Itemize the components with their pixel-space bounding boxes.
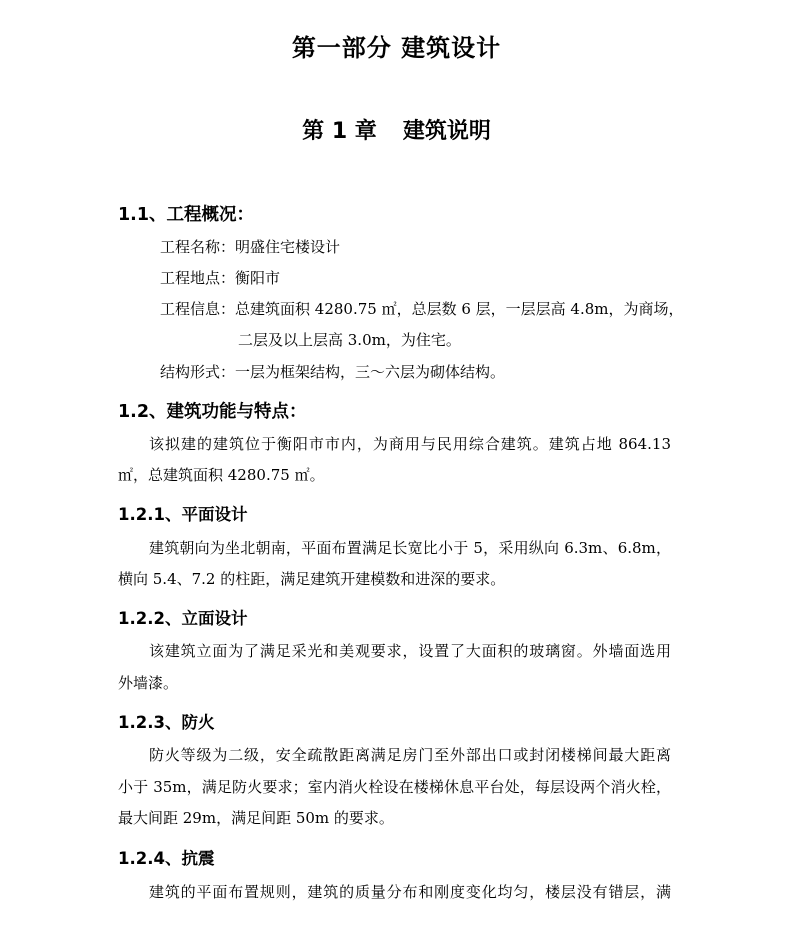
section-1-2-4-heading: 1.2.4、抗震 [118, 849, 215, 868]
section-1-2-2-heading: 1.2.2、立面设计 [118, 609, 248, 628]
section-1-2-heading: 1.2、建筑功能与特点： [118, 402, 307, 422]
section-1-2-1-para-line-2: 横向 5.4、7.2 的柱距，满足建筑开建模数和进深的要求。 [118, 570, 506, 588]
section-1-2-3-heading: 1.2.3、防火 [118, 713, 215, 732]
project-info-label: 工程信息： [160, 300, 236, 318]
chapter-title [0, 114, 793, 145]
section-1-2-4-para-line-1: 建筑的平面布置规则，建筑的质量分布和刚度变化均匀，楼层没有错层，满 [149, 883, 671, 901]
project-info-line-2: 二层及以上层高 3.0m，为住宅。 [238, 331, 461, 349]
project-name-label: 工程名称： [160, 238, 236, 256]
section-1-2-3-para-line-1: 防火等级为二级，安全疏散距离满足房门至外部出口或封闭楼梯间最大距离 [149, 746, 671, 764]
section-1-2-3-para-line-2: 小于 35m，满足防火要求；室内消火栓设在楼梯休息平台处，每层设两个消火栓， [118, 778, 671, 796]
section-1-2-para-line-2: ㎡，总建筑面积 4280.75 ㎡。 [118, 466, 325, 484]
section-1-2-1-heading: 1.2.1、平面设计 [118, 505, 248, 524]
section-1-1-heading: 1.1、工程概况： [118, 205, 255, 225]
project-name-value: 明盛住宅楼设计 [235, 238, 341, 256]
section-1-2-2-para-line-2: 外墙漆。 [118, 674, 179, 692]
section-1-2-3-para-line-3: 最大间距 29m，满足间距 50m 的要求。 [118, 809, 394, 827]
project-info-line-1: 总建筑面积 4280.75 ㎡，总层数 6 层，一层层高 4.8m，为商场， [235, 300, 684, 318]
structure-row [160, 361, 505, 382]
section-1-2-para-line-1: 该拟建的建筑位于衡阳市市内，为商用与民用综合建筑。建筑占地 864.13 [149, 435, 671, 453]
section-1-2-1-para-line-1: 建筑朝向为坐北朝南，平面布置满足长宽比小于 5，采用纵向 6.3m、6.8m， [149, 539, 671, 557]
chapter-name: 建筑说明 [402, 119, 491, 144]
section-1-2-2-para-line-1: 该建筑立面为了满足采光和美观要求，设置了大面积的玻璃窗。外墙面选用 [149, 642, 671, 660]
structure-value: 一层为框架结构，三～六层为砌体结构。 [235, 363, 506, 381]
part-title: 第一部分 建筑设计 [291, 34, 502, 62]
project-site-label: 工程地点： [160, 269, 236, 287]
project-info-row [160, 298, 684, 319]
project-name-row [160, 236, 340, 257]
project-site-row [160, 267, 280, 288]
project-site-value: 衡阳市 [235, 269, 281, 287]
chapter-number: 第 1 章 [302, 119, 377, 144]
structure-label: 结构形式： [160, 363, 236, 381]
